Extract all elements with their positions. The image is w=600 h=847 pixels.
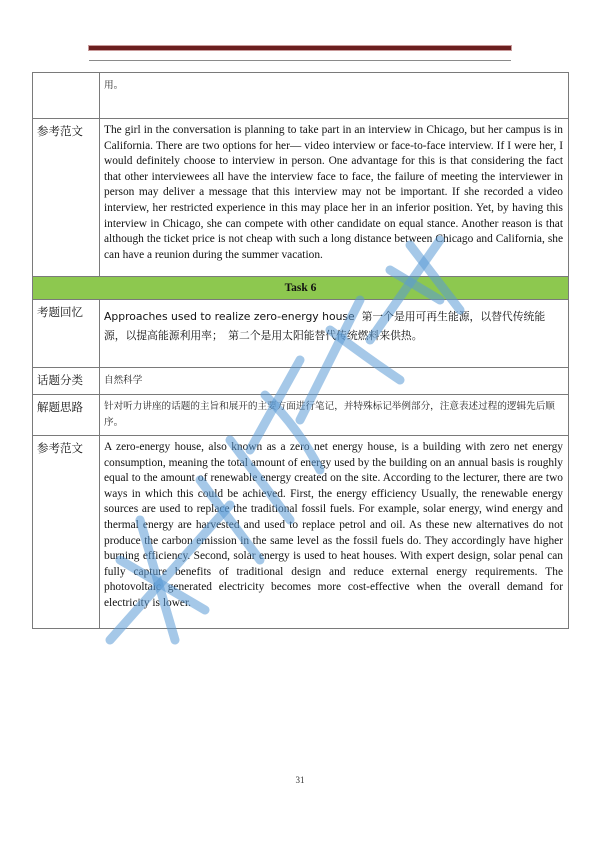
task-header-row (33, 277, 569, 300)
recall-chinese: 第一个是用可再生能源，以替代传统能源，以提高能源利用率； 第二个是用太阳能替代传统燃料来供热。 (104, 310, 546, 342)
sample-essay-2: A zero-energy house, also known as a zero net energy house, is a building with zero net energy consumption, meaning the total amount of energy used by the building on an annual basis is roughly equal to the amount of renewable energy created on the site. According to the lecturer, there are two ways in which this could be achieved. First, the energy efficiency Usually, the renewable energy sources are used to replace the traditional fossil fuels. For example, solar energy, wind energy and thermal energy are harvested and used to replace petrol and oil. As these new alternatives do not produce the carbon emission in the same level as the fossil fuels do. They accordingly have higher burning efficiency. Second, solar energy is used to heat houses. With expert design, solar penal can fully capture benefits of traditional design and reduce external energy requirements. The photovoltaic generated electricity becomes more cost-effective when the overall demand for electricity is lower. (104, 441, 563, 609)
row-label (33, 73, 100, 119)
task-title: Task 6 (33, 277, 569, 300)
row-label: 考题回忆 (33, 300, 100, 368)
header-rule-gray (89, 60, 511, 61)
table-row-sample2 (33, 436, 569, 629)
category-text: 自然科学 (104, 375, 143, 386)
row-label: 解题思路 (33, 395, 100, 436)
row-label: 参考范文 (33, 119, 100, 277)
row-label: 话题分类 (33, 368, 100, 395)
header-rule-red (89, 46, 511, 50)
table-row-recall (33, 300, 569, 368)
table-row-approach (33, 395, 569, 436)
table-row-category (33, 368, 569, 395)
continued-text: 用。 (104, 80, 124, 91)
approach-text: 针对听力讲座的话题的主旨和展开的主要方面进行笔记，并特殊标记举例部分，注意表述过程的逻辑先后顺序。 (104, 401, 555, 428)
page-number: 31 (295, 775, 305, 785)
sample-essay-1: The girl in the conversation is planning to take part in an interview in Chicago, but her campus is in California. There are two options for her— video interview or face-to-face interview. If I were her, I would definitely choose to interview in person. One advantage for this is that considering the fact that other interviewees all have the interview face to face, the failure of meeting the interviewer in person may deliver a message that this interview may not be important. If she recorded a video interview, her restricted experience in this may place her in an inferior position. Yet, by having this interview in Chicago, she can compete with other candidate on equal stance. Another reason is that although the ticket price is not cheap with such a long distance between Chicago and California, she can have a reunion during the summer vacation. (104, 124, 563, 261)
table-row-continued (33, 73, 569, 119)
table-row-sample1 (33, 119, 569, 277)
content-table (32, 72, 569, 629)
recall-english: Approaches used to realize zero-energy house (104, 310, 355, 323)
row-label: 参考范文 (33, 436, 100, 629)
